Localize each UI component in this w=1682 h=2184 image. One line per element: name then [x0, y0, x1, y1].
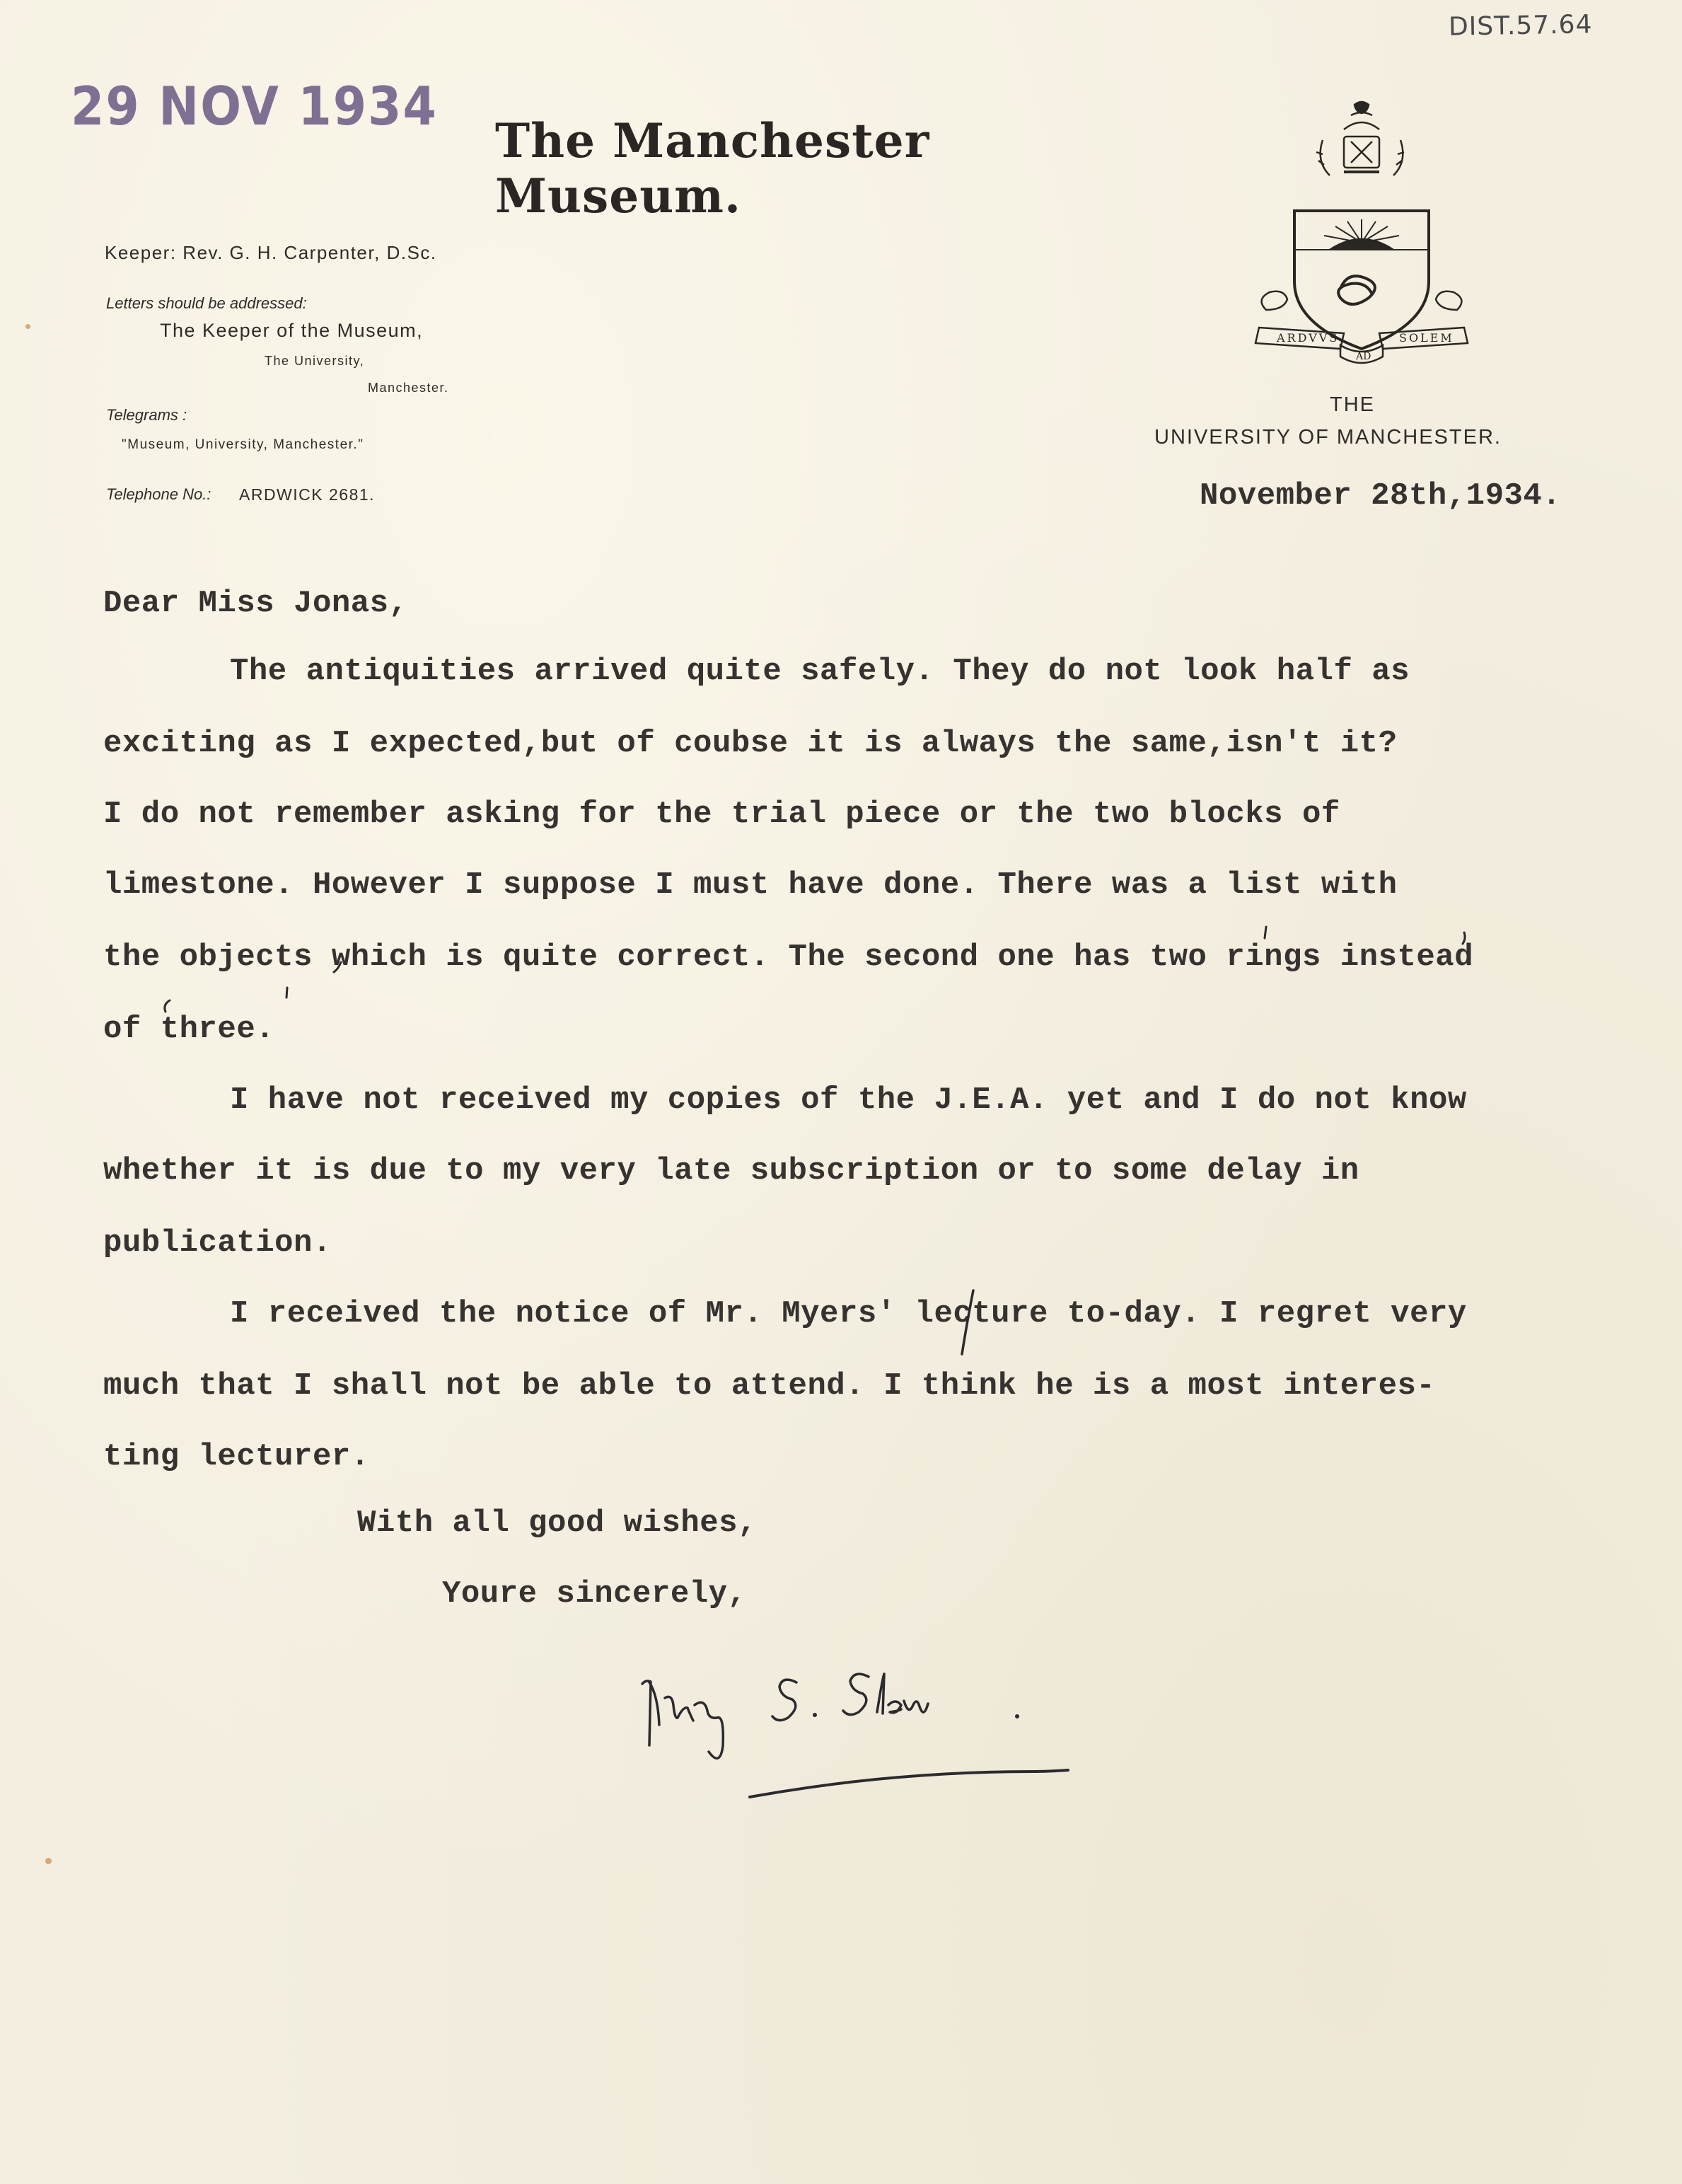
crest-motto: AD — [1356, 351, 1371, 362]
body-line: ting lecturer. — [103, 1439, 370, 1474]
body-line: I do not remember asking for the trial piece or the two blocks of — [103, 797, 1340, 832]
body-line: I received the notice of Mr. Myers' lecture to-day. I regret very — [230, 1296, 1467, 1331]
telegrams-label: Telegrams : — [106, 406, 187, 424]
body-line: I have not received my copies of the J.E.A. yet and I do not know — [230, 1082, 1467, 1118]
crest-motto: SOLEM — [1399, 331, 1454, 345]
closing-line: With all good wishes, — [357, 1506, 757, 1541]
crest-motto: ARDVVS — [1277, 331, 1340, 345]
university-name: UNIVERSITY OF MANCHESTER. — [1154, 426, 1502, 449]
telephone-label: Telephone No.: — [106, 485, 211, 503]
address-line: The Keeper of the Museum, — [160, 320, 424, 341]
date-stamp: 29 NOV 1934 — [71, 76, 438, 138]
body-line: much that I shall not be able to attend. I think he is a most interes- — [103, 1368, 1436, 1404]
body-line: the objects which is quite correct. The second one has two rings instead — [103, 940, 1474, 975]
address-label: Letters should be addressed: — [106, 294, 307, 312]
address-line: Manchester. — [368, 381, 449, 395]
salutation: Dear Miss Jonas, — [103, 586, 408, 621]
body-line: The antiquities arrived quite safely. They do not look half as — [230, 654, 1410, 689]
museum-masthead: The Manchester Museum. — [495, 113, 930, 224]
university-the: THE — [1330, 393, 1375, 416]
keeper-line: Keeper: Rev. G. H. Carpenter, D.Sc. — [105, 242, 437, 263]
letter-date: November 28th,1934. — [1200, 478, 1562, 514]
archive-reference: DIST.57.64 — [1448, 10, 1593, 42]
body-line: of three. — [103, 1012, 275, 1047]
body-line: whether it is due to my very late subscription or to some delay in — [103, 1153, 1359, 1189]
telegrams-value: "Museum, University, Manchester." — [122, 437, 364, 452]
signature — [630, 1656, 1125, 1811]
body-line: publication. — [103, 1225, 332, 1261]
body-line: exciting as I expected,but of coubse it is always the same,isn't it? — [103, 726, 1398, 761]
telephone-value: ARDWICK 2681. — [239, 485, 376, 504]
body-line: limestone. However I suppose I must have done. There was a list with — [103, 867, 1398, 903]
address-line: The University, — [265, 354, 365, 368]
closing-line: Youre sincerely, — [442, 1576, 747, 1612]
